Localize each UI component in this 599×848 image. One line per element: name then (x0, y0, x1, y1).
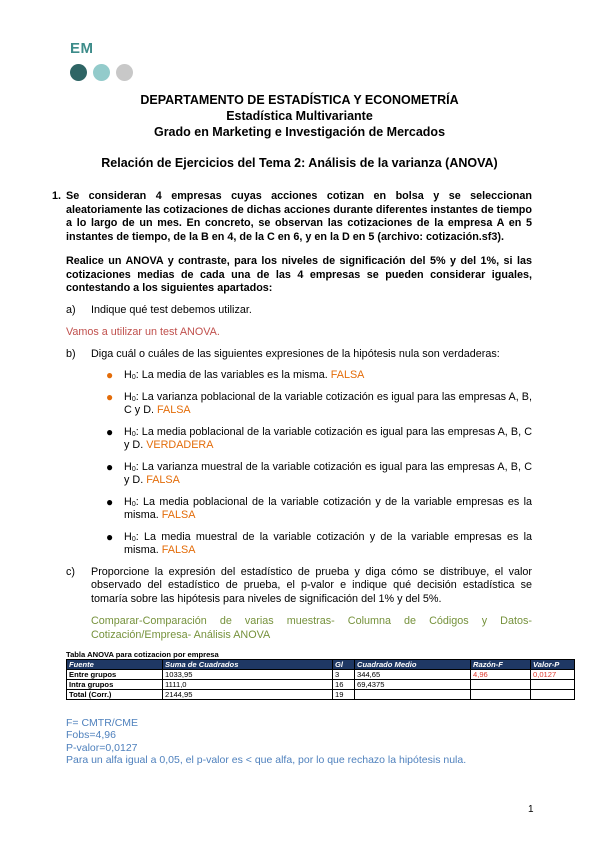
h-subscript: 0 (131, 430, 136, 438)
hypothesis-answer: FALSA (330, 369, 365, 381)
table-cell: 69,4375 (355, 680, 471, 690)
p-value: P-valor=0,0127 (66, 741, 138, 754)
hypothesis-text: : La media muestral de la variable cotización y de la variable empresas es la misma. (124, 530, 532, 556)
part-a-text: Indique qué test debemos utilizar. (91, 303, 252, 316)
hypothesis-answer: FALSA (146, 474, 180, 486)
department-header (0, 92, 599, 140)
statgraphics-menu-path: Comparar-Comparación de varias muestras- Columna de Códigos y Datos-Cotización/Empresa- Análisis ANOVA (91, 615, 532, 641)
hypothesis-answer: FALSA (157, 404, 191, 416)
logo-dot-gray (116, 64, 133, 81)
hypothesis-answer: FALSA (161, 509, 196, 521)
logo-text: EM (70, 40, 94, 57)
header-cell: Fuente (67, 660, 163, 670)
hypothesis-item (66, 496, 532, 523)
table-row (67, 690, 575, 700)
decision-text: Para un alfa igual a 0,05, el p-valor es < que alfa, por lo que rechazo la hipótesis nula. (66, 754, 467, 767)
course-name: Estadística Multivariante (226, 109, 373, 123)
part-c (66, 566, 532, 607)
exercise-title: Relación de Ejercicios del Tema 2: Análisis de la varianza (ANOVA) (101, 156, 498, 170)
hypothesis-item (66, 426, 532, 453)
header-cell: Valor-P (531, 660, 575, 670)
header-cell: Gl (333, 660, 355, 670)
table-cell: 3 (333, 670, 355, 680)
part-c-answers (66, 717, 466, 767)
part-a-letter: a) (66, 303, 76, 316)
table-row (67, 670, 575, 680)
table-cell: 16 (333, 680, 355, 690)
table-cell: 1033,95 (163, 670, 333, 680)
hypothesis-text: : La varianza muestral de la variable cotización es igual para las empresas A, B, C y D. (124, 460, 532, 486)
table-cell (471, 680, 531, 690)
header-cell: Suma de Cuadrados (163, 660, 333, 670)
hypothesis-text: : La media poblacional de la variable cotización y de la variable empresas es la misma. (124, 495, 532, 521)
bullet-marker: ● (106, 368, 114, 382)
table-cell: 344,65 (355, 670, 471, 680)
hypothesis-item (66, 461, 532, 488)
h-symbol: H (124, 460, 132, 473)
part-a (66, 304, 532, 318)
logo-dot-light (93, 64, 110, 81)
hypothesis-answer: FALSA (161, 544, 196, 556)
hypothesis-text: : La varianza poblacional de la variable cotización es igual para las empresas A, B, C y D. (124, 390, 532, 416)
f-ratio-cell: 4,96 (471, 670, 531, 680)
bullet-marker: ● (106, 529, 114, 544)
hypothesis-item (66, 531, 532, 558)
table-cell: 2144,95 (163, 690, 333, 700)
hypothesis-answer: VERDADERA (146, 439, 214, 451)
bullet-marker: ● (106, 389, 114, 404)
h-subscript: 0 (131, 395, 136, 403)
part-b-letter: b) (66, 347, 76, 360)
h-symbol: H (124, 495, 132, 508)
hypothesis-text: : La media poblacional de la variable cotización es igual para las empresas A, B, C y D. (124, 425, 532, 451)
bullet-marker: ● (106, 424, 114, 439)
page-number: 1 (528, 804, 534, 815)
table-cell: Total (Corr.) (67, 690, 163, 700)
bullet-marker: ● (106, 494, 114, 509)
header-cell: Razón-F (471, 660, 531, 670)
h-subscript: 0 (131, 535, 136, 543)
table-cell: 19 (333, 690, 355, 700)
part-b (66, 348, 532, 362)
h-symbol: H (124, 390, 132, 403)
h-symbol: H (124, 530, 132, 543)
table-cell: 1111,0 (163, 680, 333, 690)
table-row (67, 680, 575, 690)
anova-table-section (66, 650, 574, 700)
hypothesis-item (66, 369, 532, 383)
h-subscript: 0 (131, 374, 136, 381)
table-cell (471, 690, 531, 700)
h-subscript: 0 (131, 500, 136, 508)
p-value-cell: 0,0127 (531, 670, 575, 680)
table-cell: Intra grupos (67, 680, 163, 690)
question-instructions: Realice un ANOVA y contraste, para los niveles de significación del 5% y del 1%, si las cotizaciones medias de cada una de las 4 empresas se pueden considerar iguales, contestando a los siguientes apartados: (66, 255, 532, 294)
logo-dot-dark (70, 64, 87, 81)
bullet-marker: ● (106, 459, 114, 474)
table-cell: Entre grupos (67, 670, 163, 680)
table-cell (531, 680, 575, 690)
department-name: DEPARTAMENTO DE ESTADÍSTICA Y ECONOMETRÍA (140, 93, 459, 107)
h-subscript: 0 (131, 465, 136, 473)
em-logo (70, 40, 133, 81)
question-statement: Se consideran 4 empresas cuyas acciones cotizan en bolsa y se seleccionan aleatoriamente las cotizaciones de dichas acciones durante diferentes instantes de tiempo a lo largo de un mes. En concreto, se observan las cotizaciones de la empresa A en 5 instantes de tiempo, de la B en 4, de la C en 6, y en la D en 5 (archivo: cotización.sf3). (66, 190, 532, 243)
part-b-text: Diga cuál o cuáles de las siguientes expresiones de la hipótesis nula son verdaderas: (91, 347, 500, 360)
question-number: 1. (52, 190, 62, 202)
part-c-letter: c) (66, 565, 75, 578)
h-symbol: H (124, 369, 132, 381)
anova-table-title: Tabla ANOVA para cotizacion por empresa (66, 650, 219, 659)
h-symbol: H (124, 425, 132, 438)
table-cell (355, 690, 471, 700)
f-observed: Fobs=4,96 (66, 729, 116, 742)
part-c-text: Proporcione la expresión del estadístico de prueba y diga cómo se distribuye, el valor observado del estadístico de prueba, el p-valor e indique qué decisión estadística se tomaría sobre las hipótesis para niveles de significación del 1% y del 5%. (91, 565, 532, 605)
question-content (52, 190, 532, 642)
f-statistic-formula: F= CMTR/CME (66, 717, 139, 729)
part-a-answer: Vamos a utilizar un test ANOVA. (66, 326, 220, 338)
header-cell: Cuadrado Medio (355, 660, 471, 670)
logo-dots (70, 64, 133, 81)
hypothesis-text: : La media de las variables es la misma. (135, 369, 328, 381)
degree-name: Grado en Marketing e Investigación de Mercados (153, 125, 446, 139)
anova-table (66, 659, 575, 700)
anova-header-row (67, 660, 575, 670)
hypothesis-item (66, 391, 532, 418)
table-cell (531, 690, 575, 700)
